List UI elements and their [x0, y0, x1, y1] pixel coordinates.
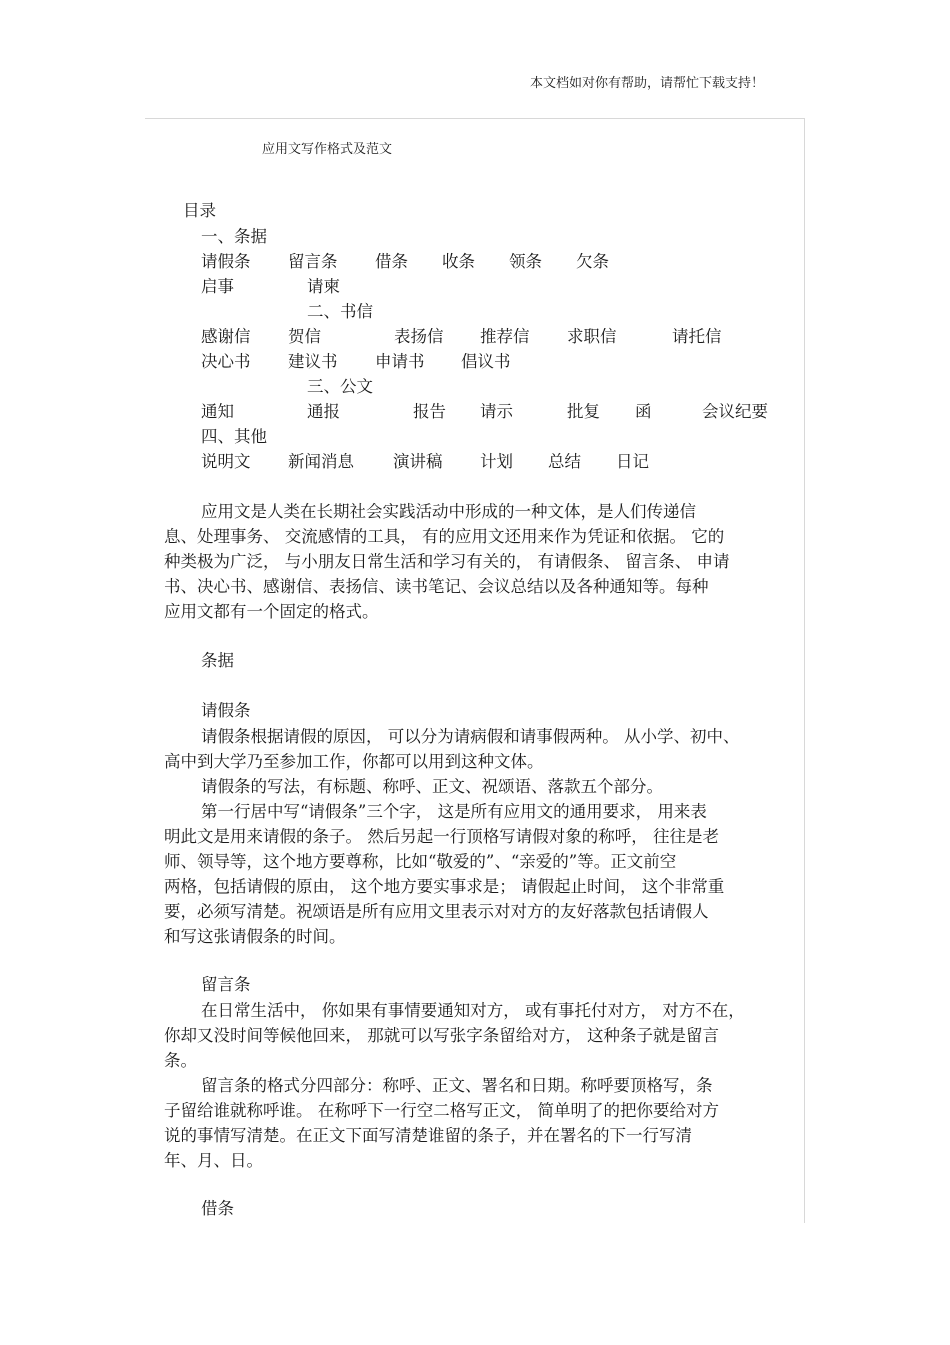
toc-item: 通报 — [307, 402, 340, 421]
toc-item: 求职信 — [567, 327, 617, 346]
header-note: 本文档如对你有帮助，请帮忙下载支持！ — [529, 76, 764, 91]
document-title: 应用文写作格式及范文 — [262, 142, 393, 157]
toc-heading: 目录 — [183, 201, 216, 220]
paragraph-line: 说的事情写清楚。在正文下面写清楚谁留的条子，并在署名的下一行写清 — [164, 1126, 692, 1145]
toc-item: 贺信 — [288, 327, 321, 346]
toc-section-1: 一、条据 — [201, 227, 267, 246]
paragraph-line: 息、处理事务、 交流感情的工具， 有的应用文还用来作为凭证和依据。 它的 — [164, 527, 725, 546]
toc-item: 感谢信 — [201, 327, 251, 346]
paragraph-line: 两格，包括请假的原由， 这个地方要实事求是； 请假起止时间， 这个非常重 — [164, 877, 725, 896]
subsection-heading-qingjiatiao: 请假条 — [201, 701, 251, 720]
paragraph-line: 应用文都有一个固定的格式。 — [164, 602, 379, 621]
paragraph-line: 高中到大学乃至参加工作，你都可以用到这种文体。 — [164, 752, 544, 771]
toc-item: 启事 — [201, 277, 234, 296]
paragraph-line: 留言条的格式分四部分：称呼、正文、署名和日期。称呼要顶格写，条 — [201, 1076, 713, 1095]
paragraph-line: 明此文是用来请假的条子。 然后另起一行顶格写请假对象的称呼， 往往是老 — [164, 827, 719, 846]
paragraph-line: 年、月、日。 — [164, 1151, 263, 1170]
toc-item: 领条 — [509, 252, 542, 271]
paragraph-line: 应用文是人类在长期社会实践活动中形成的一种文体，是人们传递信 — [201, 502, 696, 521]
toc-item: 申请书 — [375, 352, 425, 371]
toc-item: 收条 — [442, 252, 475, 271]
toc-item: 计划 — [480, 452, 513, 471]
qingjiatiao-paragraphs — [164, 724, 786, 949]
section-heading-tiaoju: 条据 — [201, 651, 234, 670]
toc-item: 借条 — [375, 252, 408, 271]
toc-item: 函 — [635, 402, 652, 421]
toc-item: 建议书 — [288, 352, 338, 371]
toc-item: 通知 — [201, 402, 234, 421]
toc-item: 请托信 — [672, 327, 722, 346]
paragraph-line: 第一行居中写“请假条”三个字， 这是所有应用文的通用要求， 用来表 — [201, 802, 707, 821]
paragraph-line: 在日常生活中， 你如果有事情要通知对方， 或有事托付对方， 对方不在， — [201, 1001, 745, 1020]
toc-item: 报告 — [413, 402, 446, 421]
toc-item: 请示 — [480, 402, 513, 421]
paragraph-line: 子留给谁就称呼谁。 在称呼下一行空二格写正文， 简单明了的把你要给对方 — [164, 1101, 719, 1120]
subsection-heading-jietiao: 借条 — [201, 1199, 234, 1218]
paragraph-line: 师、领导等，这个地方要尊称，比如“敬爱的”、“亲爱的”等。正文前空 — [164, 852, 677, 871]
toc-item: 决心书 — [201, 352, 251, 371]
toc-section-2: 二、书信 — [307, 302, 373, 321]
toc-item: 表扬信 — [394, 327, 444, 346]
paragraph-line: 请假条的写法，有标题、称呼、正文、祝颂语、落款五个部分。 — [201, 777, 663, 796]
paragraph-line: 请假条根据请假的原因， 可以分为请病假和请事假两种。 从小学、初中、 — [201, 727, 740, 746]
toc-item: 推荐信 — [480, 327, 530, 346]
toc-item: 倡议书 — [461, 352, 511, 371]
paragraph-line: 要，必须写清楚。祝颂语是所有应用文里表示对对方的友好落款包括请假人 — [164, 902, 709, 921]
paragraph-line: 书、决心书、感谢信、表扬信、读书笔记、会议总结以及各种通知等。每种 — [164, 577, 709, 596]
toc-item: 请假条 — [201, 252, 251, 271]
toc-item: 演讲稿 — [393, 452, 443, 471]
liuyantiao-paragraphs — [164, 998, 786, 1173]
toc-item: 总结 — [548, 452, 581, 471]
intro-paragraph — [164, 499, 786, 624]
paragraph-line: 条。 — [164, 1051, 197, 1070]
paragraph-line: 和写这张请假条的时间。 — [164, 927, 346, 946]
page-frame-right-border — [804, 118, 805, 1223]
toc-item: 批复 — [567, 402, 600, 421]
toc-section-3: 三、公文 — [307, 377, 373, 396]
toc-item: 留言条 — [288, 252, 338, 271]
toc-item: 说明文 — [201, 452, 251, 471]
toc-section-4: 四、其他 — [201, 427, 267, 446]
paragraph-line: 你却又没时间等候他回来， 那就可以写张字条留给对方， 这种条子就是留言 — [164, 1026, 719, 1045]
toc-item: 新闻消息 — [288, 452, 354, 471]
paragraph-line: 种类极为广泛， 与小朋友日常生活和学习有关的， 有请假条、 留言条、 申请 — [164, 552, 730, 571]
toc-item: 请柬 — [307, 277, 340, 296]
page-frame-top-border — [145, 118, 805, 119]
toc-item: 会议纪要 — [702, 402, 768, 421]
toc-item: 欠条 — [576, 252, 609, 271]
subsection-heading-liuyantiao: 留言条 — [201, 975, 251, 994]
toc-item: 日记 — [616, 452, 649, 471]
